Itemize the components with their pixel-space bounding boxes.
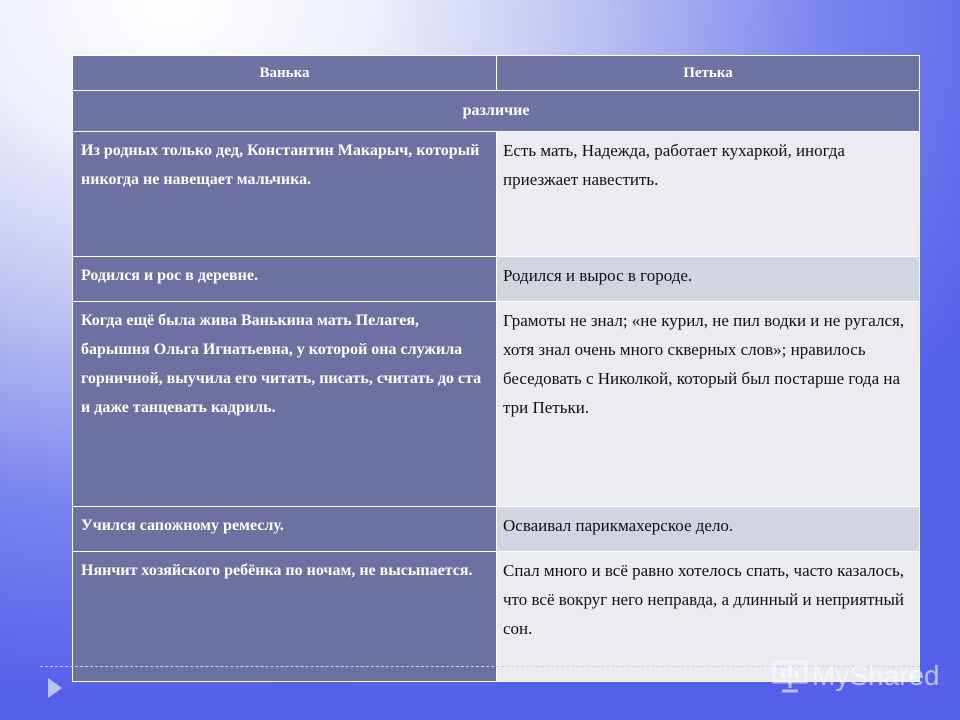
cell-vanka-trade: Учился сапожному ремеслу.	[73, 507, 497, 552]
cell-vanka-education: Когда ещё была жива Ванькина мать Пелагея, барышня Ольга Игнатьевна, у которой она служила горничной, выучила его читать, писать, считать до ста и даже танцевать кадриль.	[73, 302, 497, 507]
watermark-logo	[772, 656, 942, 696]
cell-petka-birthplace: Родился и вырос в городе.	[497, 257, 920, 302]
table-row	[73, 302, 920, 507]
cell-petka-trade: Осваивал парикмахерское дело.	[497, 507, 920, 552]
subheader-difference: различие	[73, 91, 920, 132]
watermark-text: MyShared	[812, 660, 940, 691]
cell-petka-education: Грамоты не знал; «не курил, не пил водки и не ругался, хотя знал очень много скверных слов»; нравилось беседовать с Николкой, который был постарше года на три Петьки.	[497, 302, 920, 507]
table-subheader-row	[73, 91, 920, 132]
presentation-board-icon	[772, 659, 808, 693]
table-row	[73, 257, 920, 302]
cell-vanka-birthplace: Родился и рос в деревне.	[73, 257, 497, 302]
table-row	[73, 132, 920, 257]
header-vanka: Ванька	[73, 56, 497, 91]
cell-petka-relatives: Есть мать, Надежда, работает кухаркой, иногда приезжает навестить.	[497, 132, 920, 257]
cell-vanka-relatives: Из родных только дед, Константин Макарыч, который никогда не навещает мальчика.	[73, 132, 497, 257]
comparison-table	[72, 55, 920, 682]
table-row	[73, 507, 920, 552]
cell-vanka-sleep: Нянчит хозяйского ребёнка по ночам, не высыпается.	[73, 552, 497, 682]
table-header-row	[73, 56, 920, 91]
header-petka: Петька	[497, 56, 920, 91]
cell-petka-sleep: Спал много и всё равно хотелось спать, часто казалось, что всё вокруг него неправда, а длинный и неприятный сон.	[497, 552, 920, 682]
play-arrow-icon[interactable]	[48, 678, 62, 698]
